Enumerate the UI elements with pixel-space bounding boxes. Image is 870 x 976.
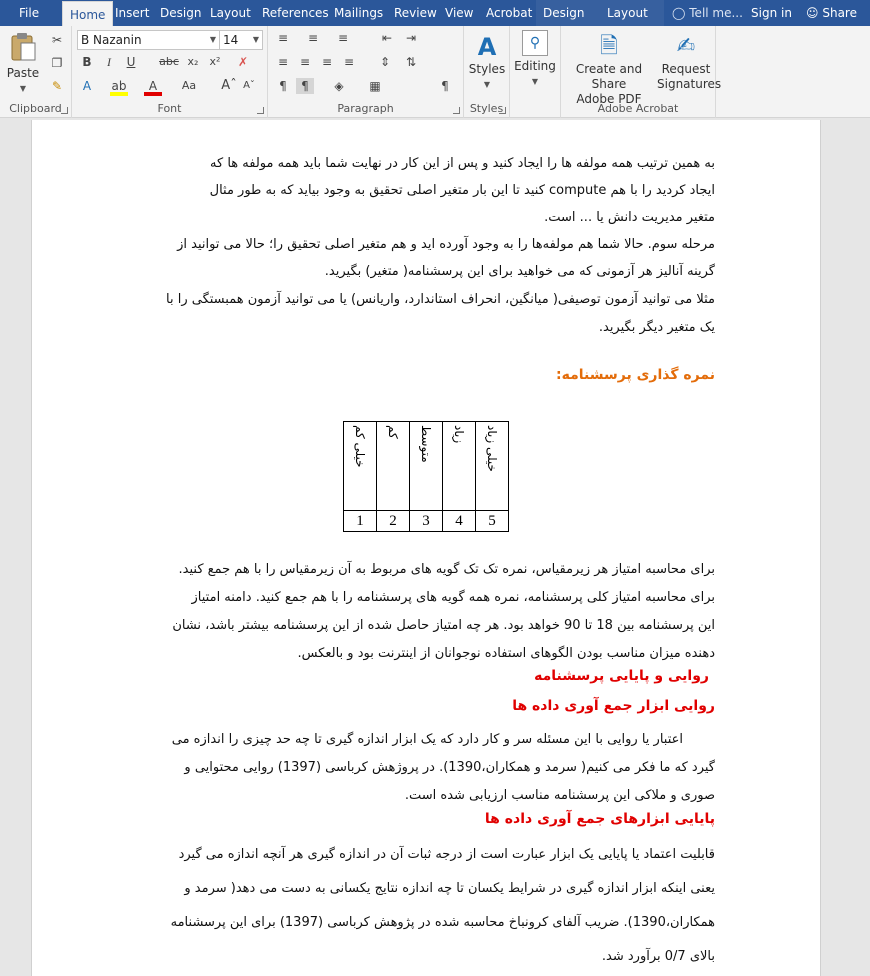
justify-icon[interactable]: ≡	[343, 55, 355, 69]
tab-mailings[interactable]: Mailings	[334, 6, 384, 20]
person-icon: ☺	[806, 6, 819, 20]
font-name-value: B Nazanin	[81, 33, 142, 47]
request-signatures-button[interactable]	[657, 32, 722, 92]
text-effects-icon[interactable]: A	[82, 79, 92, 93]
tab-table-layout[interactable]: Layout	[600, 0, 664, 26]
shrink-font-icon[interactable]: Aˇ	[243, 80, 255, 91]
request-line2: Signatures	[657, 77, 722, 91]
styles-group	[464, 26, 510, 118]
paragraph-group-label: Paragraph	[337, 102, 394, 115]
tab-acrobat[interactable]: Acrobat	[486, 6, 533, 20]
likert-label: متوسط	[419, 425, 433, 463]
clipboard-group-label: Clipboard	[9, 102, 62, 115]
likert-score: 5	[476, 511, 509, 532]
paragraph-2[interactable]	[133, 231, 715, 285]
decrease-indent-icon[interactable]: ⇤	[381, 31, 393, 45]
borders-icon[interactable]: ▦	[369, 79, 381, 93]
create-share-pdf-button[interactable]	[563, 32, 655, 107]
align-left-icon[interactable]: ≡	[277, 55, 289, 69]
share-button[interactable]	[806, 0, 857, 26]
dialog-launcher-icon[interactable]	[61, 107, 68, 114]
text-line: همکاران،1390). ضریب آلفای کرونباخ محاسبه شده در پژوهش کرباسی (1397) برای این پرسشنامه	[170, 915, 715, 930]
create-pdf-icon: 🗎	[600, 34, 618, 59]
font-color-icon[interactable]: A	[144, 78, 162, 96]
lightbulb-icon: ◯	[672, 6, 686, 20]
styles-button[interactable]	[466, 32, 508, 92]
text-line: متغیر مدیریت دانش یا ... است.	[544, 210, 715, 225]
font-group	[72, 26, 268, 118]
text-line: برای محاسبه امتیاز هر زیرمقیاس، نمره تک تک گویه های مربوط به آن زیرمقیاس را با هم جمع کنید.	[178, 562, 715, 577]
paragraph-3[interactable]	[133, 286, 715, 342]
sign-in-link[interactable]: Sign in	[751, 6, 792, 20]
paragraph-4[interactable]	[133, 556, 715, 668]
text-line: برای محاسبه امتیاز کلی پرسشنامه، نمره همه گویه های پرسشنامه را با هم جمع کنید. دامنه امتیاز	[191, 590, 715, 605]
table-row	[344, 511, 509, 532]
paragraph-1[interactable]	[133, 150, 715, 231]
ribbon	[0, 26, 870, 118]
bold-icon[interactable]: B	[82, 55, 92, 69]
table-cell	[443, 422, 476, 511]
text-line: قابلیت اعتماد یا پایایی یک ابزار عبارت است از درجه ثبات آن در اندازه گیری هر آنچه اندازه می گیرد	[178, 847, 715, 862]
superscript-icon[interactable]: x²	[209, 55, 221, 68]
align-center-icon[interactable]: ≡	[299, 55, 311, 69]
adobe-acrobat-group-label: Adobe Acrobat	[597, 102, 679, 115]
paragraph-group	[268, 26, 464, 118]
sort-icon[interactable]: ⇅	[405, 55, 417, 69]
text-line: ایجاد کردید را با هم compute کنید تا این بار متغیر اصلی تحقیق به وجود بیاید که به طور مثال	[209, 183, 715, 198]
grow-font-icon[interactable]: Aˆ	[221, 78, 237, 93]
tab-design[interactable]: Design	[160, 6, 202, 20]
table-row	[344, 422, 509, 511]
search-icon: ⚲	[522, 30, 548, 56]
likert-label: زیاد	[452, 425, 466, 444]
font-group-label: Font	[157, 102, 182, 115]
signature-icon: ✍	[676, 34, 696, 59]
text-line: یک متغیر دیگر بگیرید.	[598, 320, 715, 335]
increase-indent-icon[interactable]: ⇥	[405, 31, 417, 45]
tab-table-design[interactable]: Design	[536, 0, 600, 26]
likert-label: خیلی زیاد	[485, 425, 499, 472]
table-cell	[410, 422, 443, 511]
format-painter-icon[interactable]: ✎	[51, 79, 63, 93]
underline-icon[interactable]: U	[126, 55, 136, 69]
text-line: مثلا می توانید آزمون توصیفی( میانگین، انحراف استاندارد، واریانس) یا می توانید آزمون همبستگی را با	[166, 292, 715, 307]
chevron-down-icon: ▼	[483, 80, 491, 89]
clipboard-group	[0, 26, 72, 118]
paste-label: Paste	[6, 66, 40, 80]
ltr-direction-icon[interactable]: ¶	[279, 79, 287, 93]
text-line: به همین ترتیب همه مولفه ها را ایجاد کنید و پس از این کار در نهایت شما باید همه مولفه ها که	[210, 156, 715, 171]
likert-table	[343, 421, 509, 532]
styles-icon: A	[477, 33, 497, 61]
text-line: یعنی اینکه ابزار اندازه گیری در شرایط یکسان تا چه اندازه نتایج یکسانی به دست می دهد( سرمد و	[184, 881, 715, 896]
copy-icon[interactable]: ❐	[51, 56, 63, 70]
tell-me-box[interactable]	[672, 0, 743, 26]
rtl-direction-icon[interactable]: ¶	[296, 78, 314, 94]
tab-layout[interactable]: Layout	[210, 6, 251, 20]
clear-formatting-icon[interactable]: ✗	[237, 55, 249, 69]
editing-group	[510, 26, 558, 118]
request-line1: Request	[661, 62, 711, 76]
text-line: صوری و ملاکی این پرسشنامه مناسب ارزیابی شده است.	[404, 788, 715, 803]
tab-view[interactable]: View	[445, 6, 474, 20]
tab-insert[interactable]: Insert	[115, 6, 150, 20]
editing-button[interactable]	[513, 30, 557, 89]
validity-reliability-heading: روایی و پایایی پرسشنامه	[534, 668, 709, 684]
show-formatting-icon[interactable]: ¶	[441, 79, 449, 93]
likert-label: خیلی کم	[353, 425, 367, 468]
text-line: این پرسشنامه بین 18 تا 90 خواهد بود. هر چه امتیاز حاصل شده از این پرسشنامه بیشتر باشد، نشان	[172, 618, 715, 633]
text-line: گیرد که ما فکر می کنیم( سرمد و همکاران،1390). در پروژهش کرباسی (1397) روایی محتوایی و	[184, 760, 715, 775]
text-line: دهنده میزان مناسب بودن الگوهای استفاده نوجوانان از اینترنت بود و بالعکس.	[297, 646, 715, 661]
paragraph-6[interactable]	[133, 838, 715, 974]
italic-icon[interactable]: I	[107, 55, 111, 69]
strikethrough-icon[interactable]: abc	[159, 55, 179, 68]
dialog-launcher-icon[interactable]	[499, 107, 506, 114]
clipboard-icon	[9, 32, 37, 62]
paragraph-5[interactable]	[133, 726, 715, 810]
chevron-down-icon: ▼	[19, 84, 27, 93]
table-cell	[476, 422, 509, 511]
scoring-heading: نمره گذاری پرسشنامه:	[556, 367, 715, 383]
tab-references[interactable]: References	[262, 6, 329, 20]
subscript-icon[interactable]: x₂	[187, 55, 199, 68]
numbering-icon[interactable]: ≡	[307, 31, 319, 45]
align-right-icon[interactable]: ≡	[321, 55, 333, 69]
text-line: اعتبار یا روایی با این مسئله سر و کار دارد که یک ابزار اندازه گیری تا چه حد چیزی را اندازه می	[171, 732, 683, 747]
styles-group-label: Styles	[469, 102, 504, 115]
table-cell	[344, 422, 377, 511]
likert-score: 2	[377, 511, 410, 532]
dialog-launcher-icon[interactable]	[453, 107, 460, 114]
menu-bar	[0, 0, 870, 26]
reliability-heading: پایایی ابزارهای جمع آوری داده ها	[484, 811, 715, 827]
cut-icon[interactable]: ✂	[51, 33, 63, 47]
share-label: Share	[822, 6, 857, 20]
shading-icon[interactable]: ◈	[334, 79, 344, 93]
text-line: گرینه آنالیز هر آزمونی که می خواهید برای این پرسشنامه( متغیر) بگیرید.	[324, 264, 715, 279]
create-share-line2: Adobe PDF	[576, 92, 642, 106]
paste-button[interactable]	[4, 32, 42, 96]
change-case-icon[interactable]: Aa	[181, 79, 197, 92]
font-size-combo[interactable]	[219, 30, 263, 50]
font-name-combo[interactable]	[77, 30, 220, 50]
validity-heading: روایی ابزار جمع آوری داده ها	[512, 698, 715, 714]
chevron-down-icon: ▼	[252, 35, 259, 44]
highlight-icon[interactable]: ab	[110, 78, 128, 96]
styles-label: Styles	[468, 62, 506, 76]
chevron-down-icon: ▼	[209, 35, 216, 44]
likert-label: کم	[386, 425, 400, 439]
dialog-launcher-icon[interactable]	[257, 107, 264, 114]
create-share-line1: Create and Share	[575, 62, 643, 91]
adobe-acrobat-group	[560, 26, 722, 118]
likert-score: 3	[410, 511, 443, 532]
tell-me-label: Tell me...	[689, 6, 743, 20]
likert-score: 1	[344, 511, 377, 532]
tab-home[interactable]: Home	[62, 1, 113, 26]
tab-review[interactable]: Review	[394, 6, 437, 20]
table-cell	[377, 422, 410, 511]
multilevel-list-icon[interactable]: ≡	[337, 31, 349, 45]
chevron-down-icon: ▼	[531, 77, 539, 86]
line-spacing-icon[interactable]: ⇕	[379, 55, 391, 69]
editing-label: Editing	[514, 59, 556, 73]
bullets-icon[interactable]: ≡	[277, 31, 289, 45]
tab-file[interactable]: File	[19, 6, 40, 20]
text-line: مرحله سوم. حالا شما هم مولفه‌ها را به وجود آورده اید و هم متغیر اصلی تحقیق را؛ حالا می توانید از	[177, 237, 715, 252]
font-size-value: 14	[223, 33, 239, 47]
likert-score: 4	[443, 511, 476, 532]
text-line: بالای 0/7 برآورد شد.	[601, 949, 715, 964]
